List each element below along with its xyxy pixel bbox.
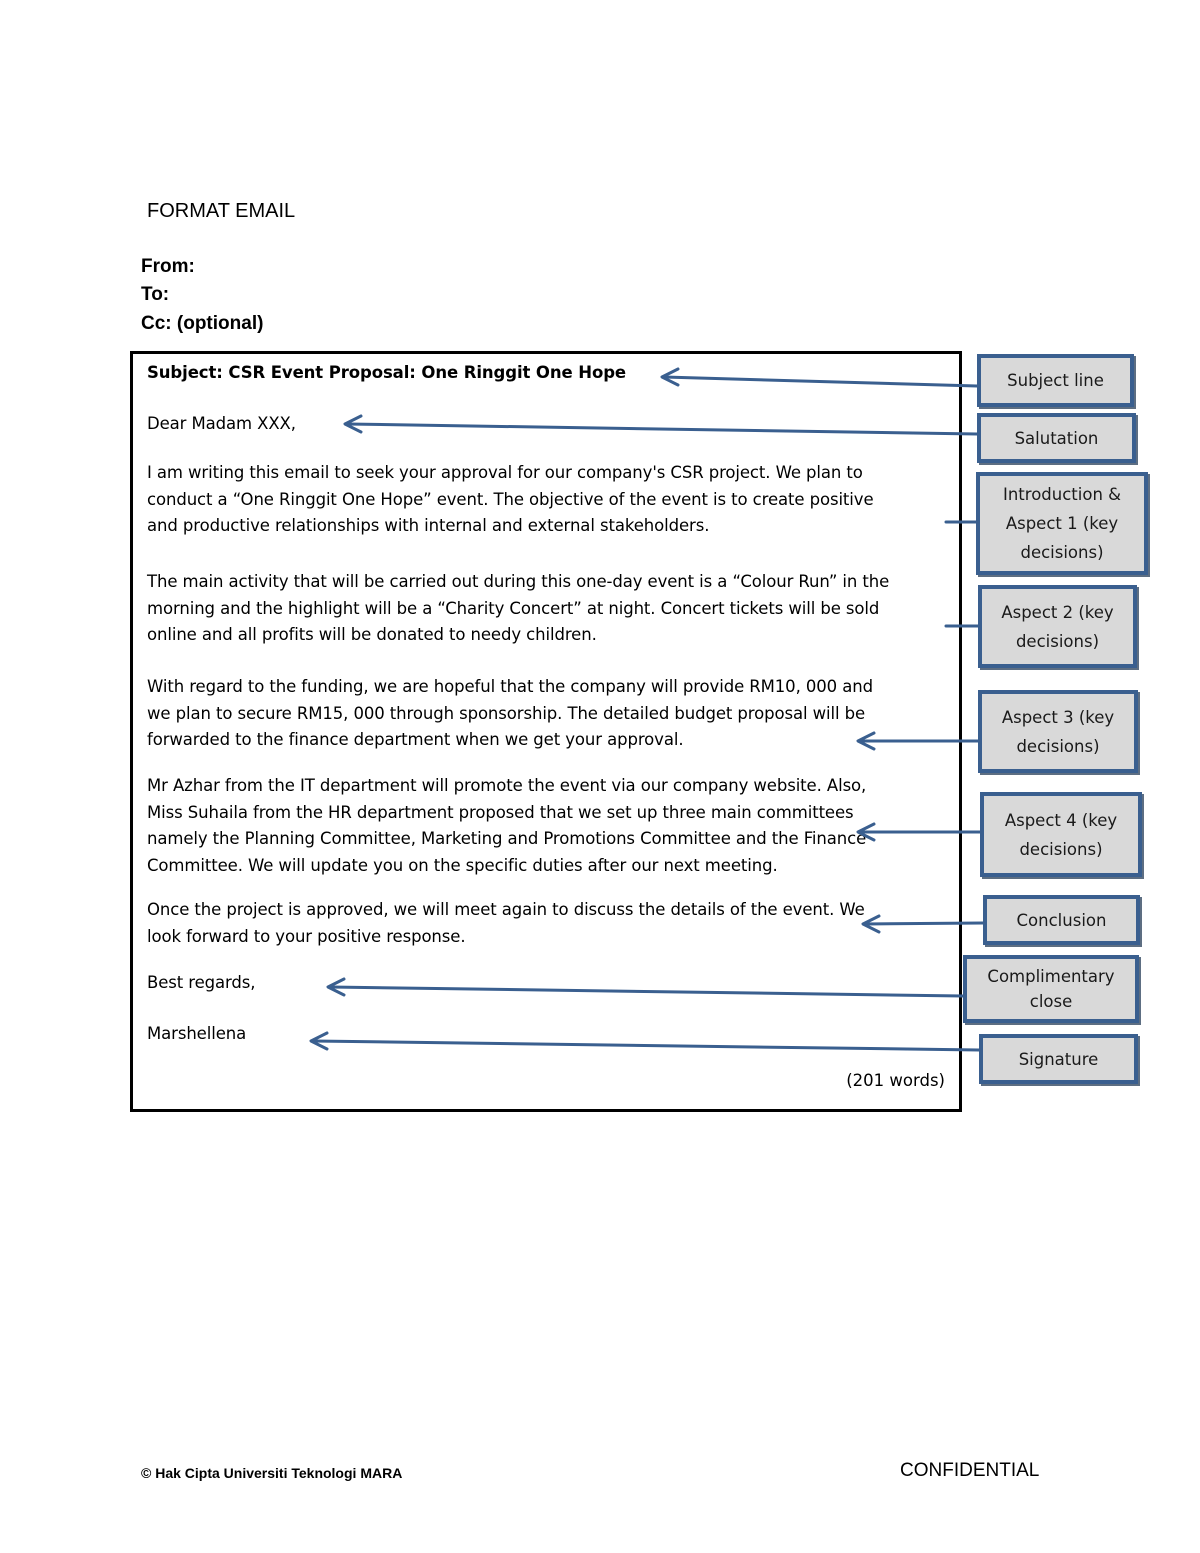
label-text: decisions) (1016, 736, 1100, 756)
label-aspect-4 (980, 792, 1142, 877)
email-salutation: Dear Madam XXX, (147, 414, 296, 433)
label-text: decisions) (1020, 543, 1104, 562)
label-text: Complimentary (987, 967, 1115, 986)
paragraph-line: forwarded to the finance department when we get your approval. (147, 730, 684, 749)
paragraph-line: With regard to the funding, we are hopeful that the company will provide RM10, 000 and (147, 677, 873, 696)
label-aspect-2 (978, 585, 1137, 668)
email-paragraph-1 (147, 460, 874, 540)
paragraph-line: online and all profits will be donated to needy children. (147, 625, 597, 644)
label-text: Introduction & (1002, 485, 1122, 504)
email-signature: Marshellena (147, 1024, 247, 1043)
paragraph-line: Mr Azhar from the IT department will promote the event via our company website. Also, (147, 776, 867, 795)
paragraph-line: namely the Planning Committee, Marketing and Promotions Committee and the Finance (147, 829, 867, 848)
paragraph-line: look forward to your positive response. (147, 926, 466, 946)
paragraph-line: I am writing this email to seek your approval for our company's CSR project. We plan to (147, 463, 863, 482)
footer-copyright: © Hak Cipta Universiti Teknologi MARA (141, 1465, 403, 1481)
paragraph-line: and productive relationships with internal and external stakeholders. (147, 516, 710, 535)
paragraph-line: The main activity that will be carried out during this one-day event is a “Colour Run” in the (147, 572, 890, 591)
label-signature (979, 1034, 1138, 1084)
label-conclusion (983, 895, 1140, 945)
paragraph-line: Miss Suhaila from the HR department proposed that we set up three main committees (147, 802, 854, 822)
footer-confidential: CONFIDENTIAL (900, 1460, 1040, 1481)
paragraph-line: Once the project is approved, we will meet again to discuss the details of the event. We (147, 900, 865, 919)
paragraph-line: morning and the highlight will be a “Charity Concert” at night. Concert tickets will be sold (147, 598, 880, 618)
label-text: decisions) (1019, 839, 1103, 859)
to-label: To: (141, 284, 170, 305)
label-text: Subject line (1007, 371, 1104, 390)
label-text: Aspect 2 (key (1001, 602, 1114, 622)
word-count: (201 words) (846, 1071, 945, 1090)
label-complimentary-close (963, 955, 1139, 1023)
paragraph-line: conduct a “One Ringgit One Hope” event. The objective of the event is to create positive (147, 489, 874, 509)
label-aspect-3 (978, 690, 1138, 773)
label-text: Aspect 3 (key (1001, 707, 1115, 727)
email-closing: Best regards, (147, 973, 256, 992)
page-title: FORMAT EMAIL (147, 200, 296, 222)
email-subject: Subject: CSR Event Proposal: One Ringgit One Hope (147, 363, 626, 382)
label-text: Aspect 4 (key (1004, 810, 1118, 830)
label-subject-line (977, 354, 1134, 407)
label-salutation (977, 413, 1136, 463)
from-label: From: (141, 256, 195, 277)
paragraph-line: Committee. We will update you on the specific duties after our next meeting. (147, 855, 778, 875)
email-paragraph-5 (147, 897, 865, 950)
label-text: close (1029, 992, 1073, 1011)
label-text: Conclusion (1016, 910, 1107, 930)
label-text: Salutation (1014, 428, 1099, 448)
email-paragraph-4 (147, 773, 866, 879)
label-text: decisions) (1015, 631, 1100, 651)
email-paragraph-3 (147, 674, 873, 754)
cc-label: Cc: (optional) (141, 313, 264, 334)
paragraph-line: we plan to secure RM15, 000 through sponsorship. The detailed budget proposal will be (147, 703, 866, 723)
label-text: Signature (1018, 1049, 1099, 1069)
label-introduction-aspect-1 (976, 472, 1148, 575)
label-text: Aspect 1 (key (1005, 514, 1119, 533)
email-paragraph-2 (147, 569, 889, 649)
